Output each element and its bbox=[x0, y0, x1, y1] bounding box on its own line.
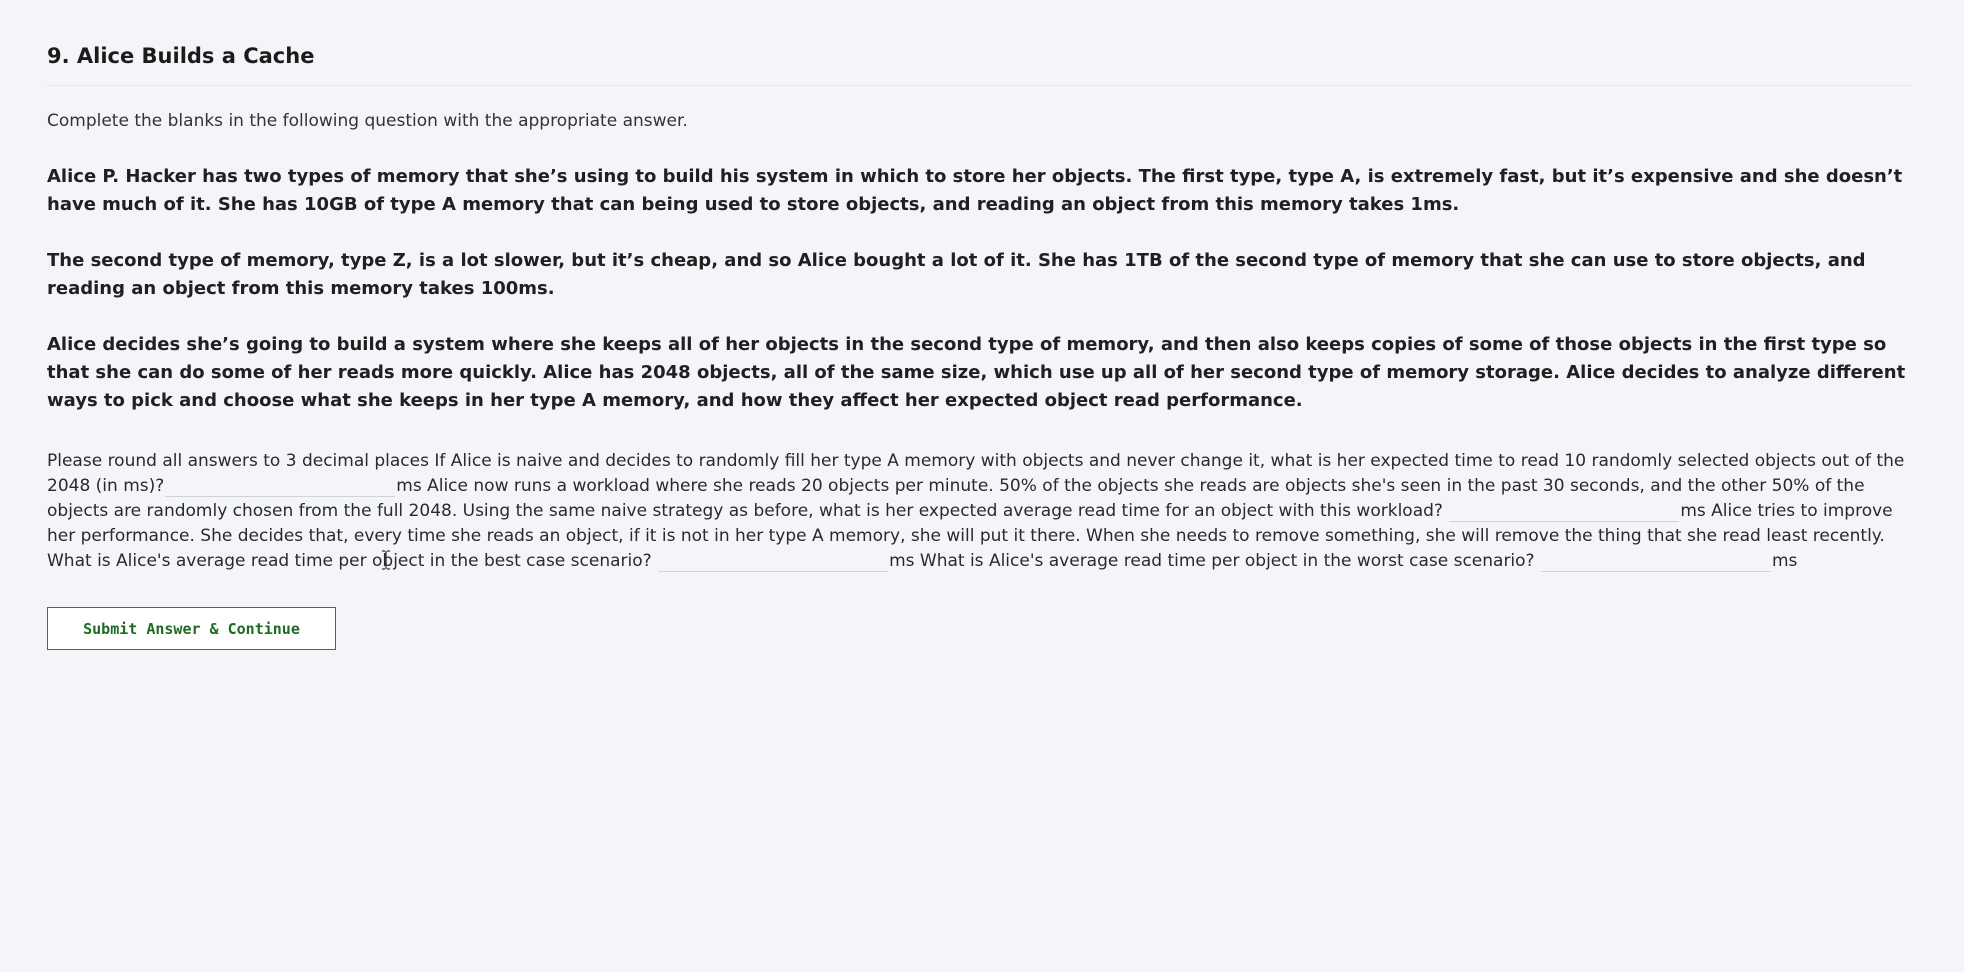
prompt-paragraph-2: The second type of memory, type Z, is a lot slower, but it’s cheap, and so Alice bought a lot of it. She has 1TB of the second type of memory that she can use to store objects, and reading an object from this memory takes 100ms. bbox=[47, 250, 1866, 299]
title-divider bbox=[47, 85, 1912, 86]
fill-text-segment-5: ms bbox=[1772, 551, 1798, 571]
text-cursor-icon bbox=[381, 550, 391, 570]
fill-text-segment-4: ms What is Alice's average read time per object in the worst case scenario? bbox=[889, 551, 1535, 571]
submit-answer-button[interactable]: Submit Answer & Continue bbox=[47, 607, 336, 650]
fill-text-segment-2: ms Alice now runs a workload where she reads 20 objects per minute. 50% of the objects she reads are objects she's seen in the past 30 seconds, and the other 50% of the objects are randomly chosen from the full 2048. Using the same naive strategy as before, what is her expected average read time for an object with this workload? bbox=[47, 476, 1865, 521]
answer-blank-2[interactable] bbox=[1449, 501, 1679, 522]
fill-text-segment-3: ms Alice tries to improve her performance. She decides that, every time she reads an object, if it is not in her type A memory, she will put it there. When she needs to remove something, she will remove the thing that she read least recently. What is Alice's average read time per object in the best case scenario? bbox=[47, 501, 1893, 571]
fill-text-segment-1: Please round all answers to 3 decimal places If Alice is naive and decides to randomly fill her type A memory with objects and never change it, what is her expected time to read 10 randomly selected objects out of the 2048 (in ms)? bbox=[47, 451, 1905, 496]
prompt-paragraph-1: Alice P. Hacker has two types of memory that she’s using to build his system in which to store her objects. The first type, type A, is extremely fast, but it’s expensive and she doesn’t have much of it. She has 10GB of type A memory that can being used to store objects, and reading an object from this memory takes 1ms. bbox=[47, 166, 1903, 215]
question-title: 9. Alice Builds a Cache bbox=[47, 44, 315, 68]
answer-blank-3[interactable] bbox=[658, 551, 888, 572]
answer-blank-4[interactable] bbox=[1541, 551, 1771, 572]
question-instructions: Complete the blanks in the following question with the appropriate answer. bbox=[47, 111, 688, 131]
fill-in-the-blank-text bbox=[47, 449, 1917, 574]
prompt-paragraph-3: Alice decides she’s going to build a system where she keeps all of her objects in the second type of memory, and then also keeps copies of some of those objects in the first type so that she can do some of her reads more quickly. Alice has 2048 objects, all of the same size, which use up all of her second type of memory storage. Alice decides to analyze different ways to pick and choose what she keeps in her type A memory, and how they affect her expected object read performance. bbox=[47, 334, 1906, 411]
answer-blank-1[interactable] bbox=[165, 476, 395, 497]
